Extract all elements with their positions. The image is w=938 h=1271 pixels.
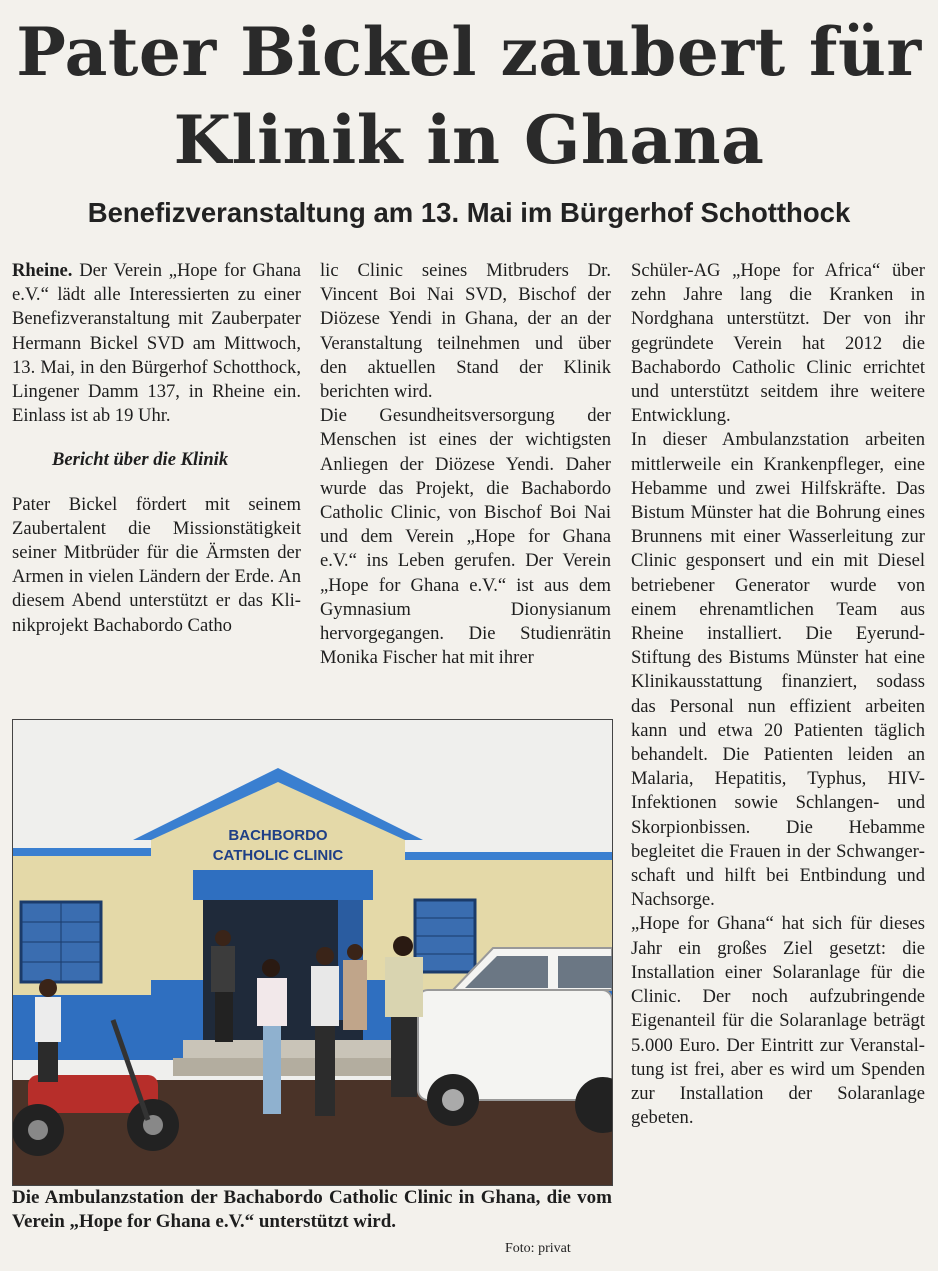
headline-line-1: Pater Bickel zaubert für — [16, 13, 922, 91]
photo-credit: Foto: privat — [505, 1241, 571, 1256]
column-3 — [631, 259, 925, 1130]
steps — [183, 1040, 413, 1060]
paragraph-clinic-continued: lic Clinic seines Mitbruders Dr. Vincent Boi Nai SVD, Bischof der Diözese Yendi in Ghana, der an der Veranstaltung teilnehmen und über den aktuellen Stand der Klinik berichten wird. — [320, 260, 611, 403]
photo-caption: Die Ambulanzstation der Bachabordo Catholic Clinic in Ghana, die vom Verein „Hope for Ghana e.V.“ unterstützt wird. — [12, 1187, 612, 1232]
paragraph-schueler-ag: Schüler-AG „Hope for Africa“ über zehn Jahre lang die Kranken in Nordghana unterstützt. Der von ihr gegründete Verein hat 2012 die Bachabordo Catholic Clinic errichtet und unterstützt seitdem ihre weitere Entwicklung. — [631, 260, 925, 427]
paragraph-solar: „Hope for Ghana“ hat sich für dieses Jahr ein großes Ziel gesetzt: die Installation einer Solaranlage für die Clinic. Der noch aufzubringende Eigenanteil für die Solaranlage beträgt 5.000 Euro. Der Eintritt zur Veranstaltung ist frei, aber es wird um Spenden zur Installation der Solaranlage gebeten. — [631, 913, 925, 1129]
clinic-photo — [12, 719, 613, 1186]
column-2 — [320, 259, 611, 670]
headline-line-2: Klinik in Ghana — [173, 101, 765, 179]
paragraph-bickel: Pater Bickel fördert mit seinem Zaubertalent die Missionstätigkeit seiner Mitbrüder für die Ärmsten der Armen in vielen Ländern der Erde. An diesem Abend unterstützt er das Klinikprojekt Bachabordo Catho — [12, 493, 301, 636]
clinic-photo-illustration — [13, 720, 612, 1185]
clinic-sign-line-2: CATHOLIC CLINIC — [212, 847, 344, 864]
headline — [10, 8, 928, 184]
subheadline: Benefizveranstaltung am 13. Mai im Bürgerhof Schotthock — [87, 197, 851, 228]
intro-text: Der Verein „Hope for Ghana e.V.“ lädt alle Interessierten zu einer Benefizveranstaltung mit Zauberpater Hermann Bickel SVD am Mittwoch, 13. Mai, in den Bürgerhof Schotthock, Lingener Damm 137, in Rheine ein. Einlass ist ab 19 Uhr. — [12, 260, 301, 427]
column-1 — [12, 259, 301, 638]
paragraph-health-care: Die Gesundheitsversorgung der Menschen ist eines der wichtigsten Anliegen der Diözese Yendi. Daher wurde das Projekt, die Bachabordo Catholic Clinic, von Bischof Boi Nai und dem Verein „Hope for Ghana e.V.“ ins Leben gerufen. Der Verein „Hope for Ghana e.V.“ ist aus dem Gymnasium Dionysianum hervorgegangen. Die Studienrätin Monika Fischer hat mit ihrer — [320, 405, 611, 669]
paragraph-intro — [12, 259, 301, 428]
section-heading: Bericht über die Klinik — [52, 449, 229, 471]
clinic-sign-line-1: BACHBORDO — [228, 827, 328, 844]
paragraph-ambulance: In dieser Ambulanzstation arbeiten mittlerweile ein Krankenpfleger, eine Hebamme und zwei Hilfskräfte. Das Bistum Münster hat die Bohrung eines Brunnens mit einer Wasserleitung zur Clinic gesponsert und ein mit Diesel betriebener Generator wurde von einem ehrenamtlichen Team aus Rheine installiert. Die Eyerund-Stiftung des Bistums Münster hat eine Klinikausstattung finanziert, sodass das Personal nun effizient arbeiten kann und etwa 20 Patienten täglich behandelt. Die Patienten leiden an Malaria, Hepatitis, Typhus, HIV-Infektionen sowie Schlangen- und Skorpionbissen. Die Hebamme begleitet die Frauen in der Schwangerschaft und hilft bei Entbindung und Nachsorge. — [631, 429, 925, 911]
dateline: Rheine. — [12, 260, 73, 281]
